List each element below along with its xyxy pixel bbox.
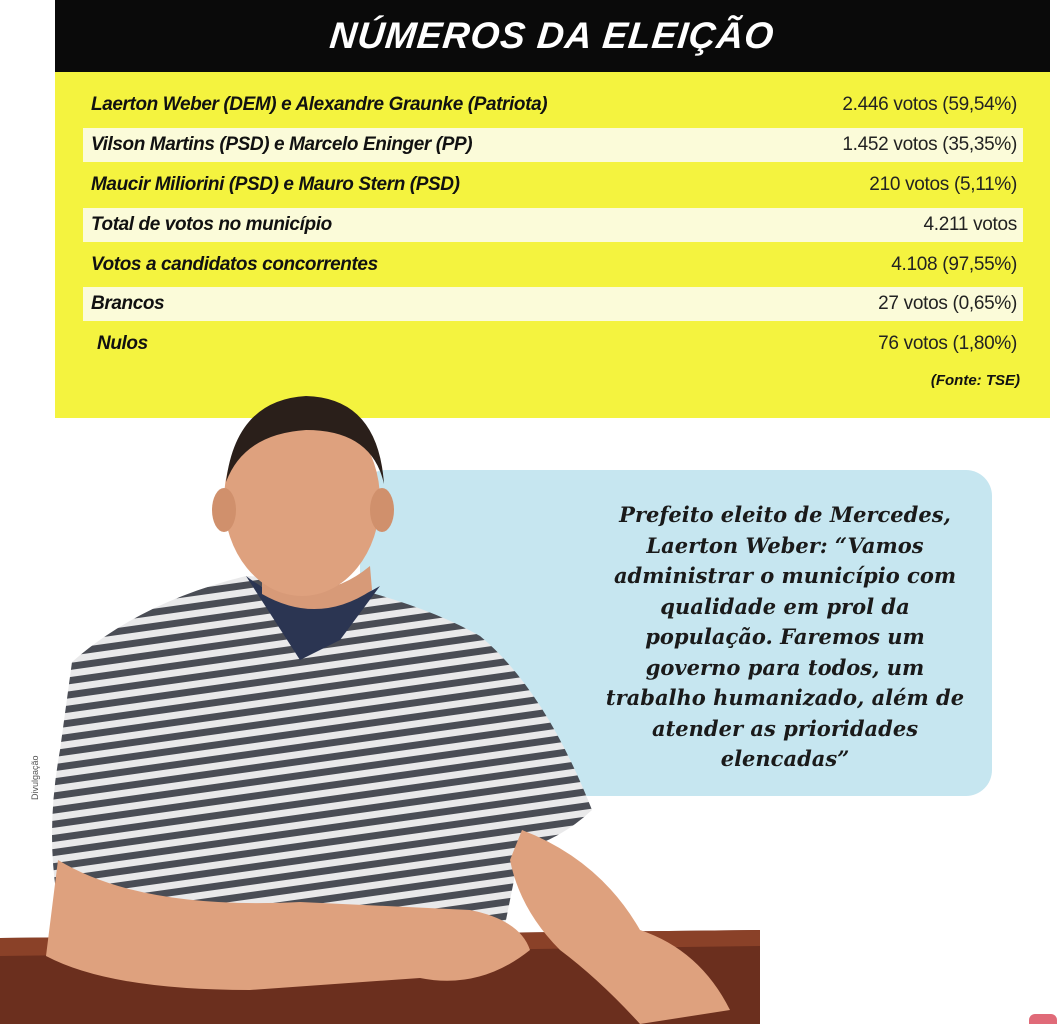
row-value: 4.211 votos [923,214,1017,235]
photo-credit: Divulgação [30,755,40,800]
row-label: Brancos [91,293,165,314]
result-row [83,327,1023,361]
corner-marker [1029,1014,1057,1024]
result-row [83,88,1023,122]
election-results-box [55,0,1050,418]
row-label: Laerton Weber (DEM) e Alexandre Graunke (Patriota) [91,94,548,115]
row-label: Total de votos no município [91,214,332,235]
row-label: Votos a candidatos concorrentes [91,254,378,275]
row-value: 2.446 votos (59,54%) [842,94,1017,115]
result-row [83,208,1023,242]
result-row [83,287,1023,321]
result-row [83,128,1023,162]
row-label: Nulos [97,333,148,354]
row-value: 210 votos (5,11%) [869,174,1017,195]
row-value: 4.108 (97,55%) [891,254,1017,275]
row-label: Vilson Martins (PSD) e Marcelo Eninger (PP) [91,134,473,155]
quote-text: Prefeito eleito de Mercedes, Laerton Weber: “Vamos administrar o município com qualidade em prol da população. Faremos um governo para todos, um trabalho humanizado, além de atender as prioridades elencadas” [605,502,965,771]
result-row [83,248,1023,282]
results-header [55,0,1050,72]
source-note: (Fonte: TSE) [930,372,1020,389]
result-row [83,168,1023,202]
row-label: Maucir Miliorini (PSD) e Mauro Stern (PSD) [91,174,460,195]
results-title: NÚMEROS DA ELEIÇÃO [328,15,777,56]
row-value: 1.452 votos (35,35%) [842,134,1017,155]
row-value: 76 votos (1,80%) [878,333,1017,354]
row-value: 27 votos (0,65%) [878,293,1017,314]
